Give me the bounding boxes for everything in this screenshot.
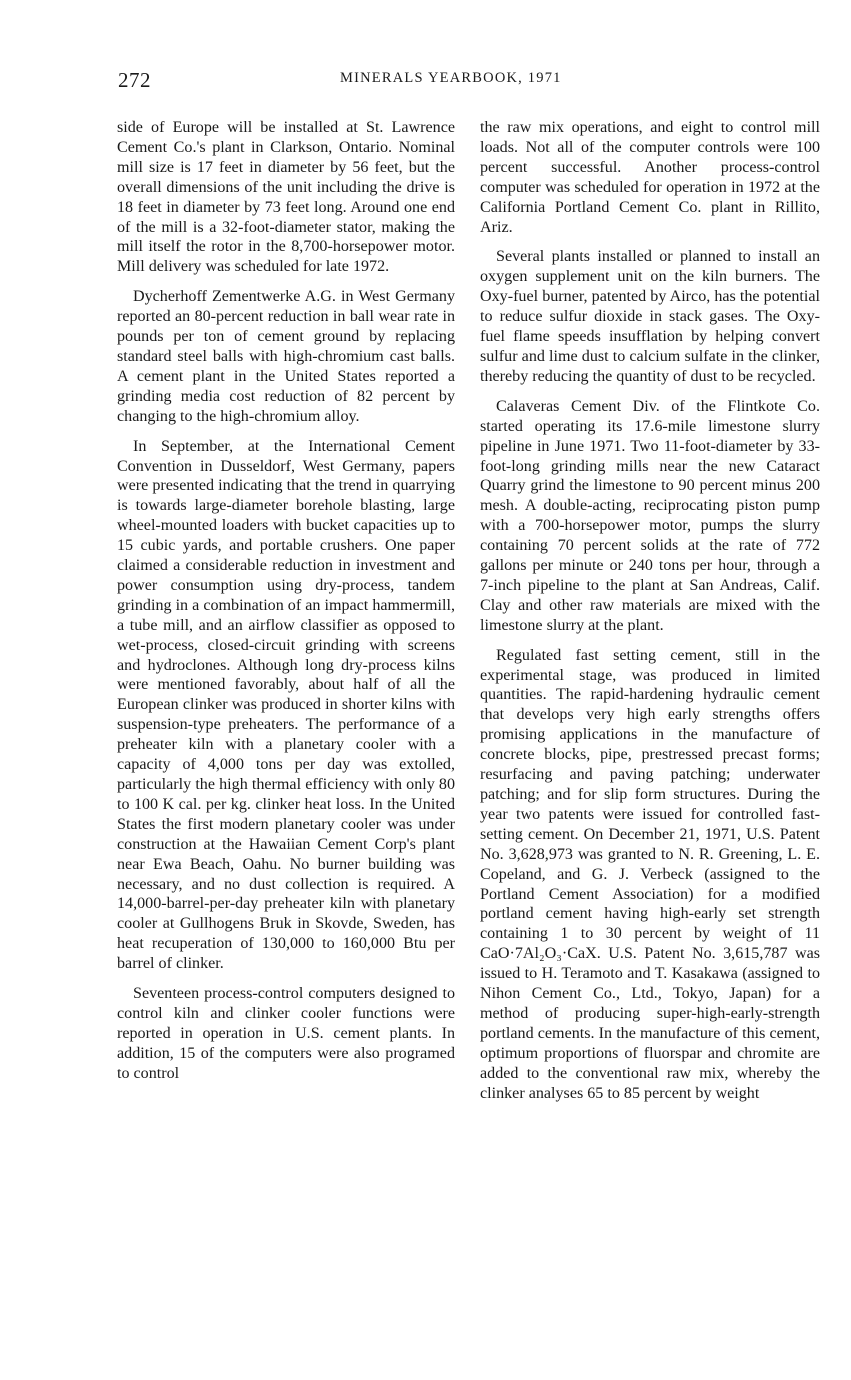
paragraph: Seventeen process-control computers designed to control kiln and clinker cooler functions were reported in operation in U.S. cement plants. In addition, 15 of the computers were also programed to control [117, 985, 455, 1082]
paragraph: Several plants installed or planned to install an oxygen supplement unit on the kiln burners. The Oxy-fuel burner, patented by Airco, has the potential to reduce sulfur dioxide in stack gases. The Oxy-fuel flame speeds insufflation by helping convert sulfur and lime dust to calcium sulfate in the clinker, thereby reducing the quantity of dust to be recycled. [480, 248, 820, 385]
page-number: 272 [118, 68, 151, 92]
right-column [480, 118, 820, 1114]
running-head: MINERALS YEARBOOK, 1971 [340, 70, 562, 86]
paragraph: the raw mix operations, and eight to control mill loads. Not all of the computer controls were 100 percent successful. Another process-control computer was scheduled for operation in 1972 at the California Portland Cement Co. plant in Rillito, Ariz. [480, 119, 820, 236]
paragraph: Calaveras Cement Div. of the Flintkote Co. started operating its 17.6-mile limestone slurry pipeline in June 1971. Two 11-foot-diameter by 33-foot-long grinding mills near the new Cataract Quarry grind the limestone to 90 percent minus 200 mesh. A double-acting, reciprocating piston pump with a 700-horsepower motor, pumps the slurry containing 70 percent solids at the rate of 772 gallons per minute or 240 tons per hour, through a 7-inch pipeline to the plant at San Andreas, Calif. Clay and other raw materials are mixed with the limestone slurry at the plant. [480, 397, 820, 634]
paragraph: Regulated fast setting cement, still in the experimental stage, was produced in limited quantities. The rapid-hardening hydraulic cement that develops very high early strengths offers promising applications in the manufacture of concrete blocks, pipe, prestressed precast forms; resurfacing and paving patching; underwater patching; and for slip form structures. During the year two patents were issued for controlled fast-setting cement. On December 21, 1971, U.S. Patent No. 3,628,973 was granted to N. R. Greening, L. E. Copeland, and G. J. Verbeck (assigned to the Portland Cement Association) for a modified portland cement having high-early set strength containing 1 to 30 percent by weight of 11 CaO·7Al₂O₃·CaX. U.S. Patent No. 3,615,787 was issued to H. Teramoto and T. Kasakawa (assigned to Nihon Cement Co., Ltd., Tokyo, Japan) for a method of producing super-high-early-strength portland cements. In the manufacture of this cement, optimum proportions of fluorspar and chromite are added to the conventional raw mix, whereby the clinker analyses 65 to 85 percent by weight [480, 646, 820, 1102]
paragraph: side of Europe will be installed at St. Lawrence Cement Co.'s plant in Clarkson, Ontario. Nominal mill size is 17 feet in diameter by 56 feet, but the overall dimensions of the unit including the drive is 18 feet in diameter by 73 feet long. Around one end of the mill is a 32-foot-diameter stator, making the mill itself the rotor in the 8,700-horsepower motor. Mill delivery was scheduled for late 1972. [117, 119, 455, 276]
paragraph: In September, at the International Cement Convention in Dusseldorf, West Germany, papers were presented indicating that the trend in quarrying is towards large-diameter borehole blasting, large wheel-mounted loaders with bucket capacities up to 15 cubic yards, and portable crushers. One paper claimed a considerable reduction in investment and power consumption using dry-process, tandem grinding in a combination of an impact hammermill, a tube mill, and an airflow classifier as opposed to wet-process, closed-circuit grinding with screens and hydroclones. Although long dry-process kilns were mentioned favorably, about half of all the European clinker was produced in shorter kilns with suspension-type preheaters. The performance of a preheater kiln with a planetary cooler with a capacity of 4,000 tons per day was extolled, particularly the high thermal efficiency with only 80 to 100 K cal. per kg. clinker heat loss. In the United States the first modern planetary cooler was under construction at the Hawaiian Cement Corp's plant near Ewa Beach, Oahu. No burner building was necessary, and no dust collection is required. A 14,000-barrel-per-day preheater kiln with planetary cooler at Gullhogens Bruk in Skovde, Sweden, has heat recuperation of 130,000 to 160,000 Btu per barrel of clinker. [117, 437, 455, 973]
left-column [117, 118, 455, 1094]
paragraph: Dycherhoff Zementwerke A.G. in West Germany reported an 80-percent reduction in ball wear rate in pounds per ton of cement ground by replacing standard steel balls with high-chromium cast balls. A cement plant in the United States reported a grinding media cost reduction of 82 percent by changing to the high-chromium alloy. [117, 288, 455, 425]
